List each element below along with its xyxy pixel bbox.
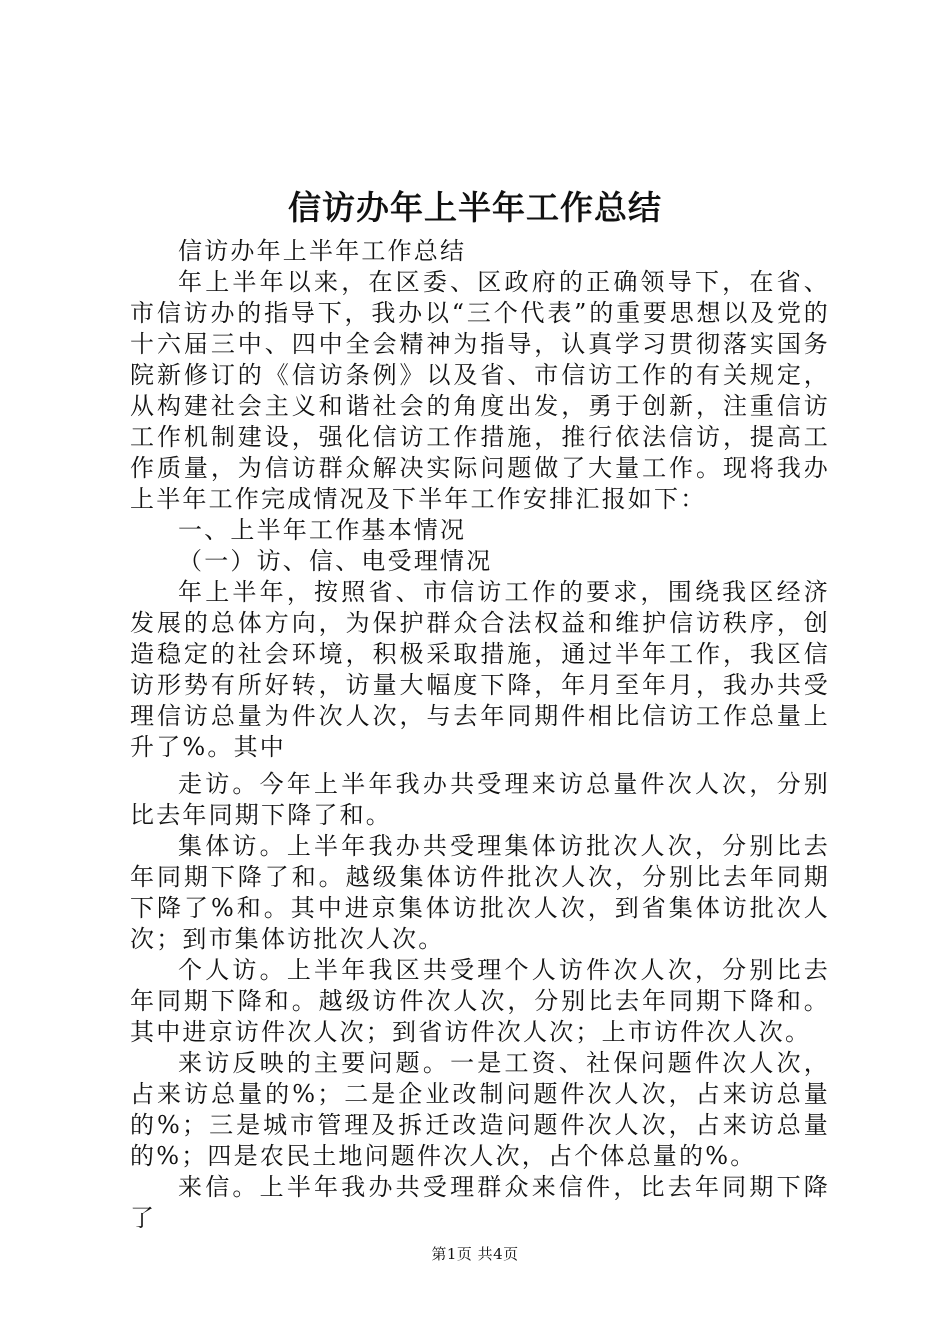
paragraph-letters: 来信。上半年我办共受理群众来信件，比去年同期下降了 [130,1173,830,1232]
paragraph-overview: 年上半年，按照省、市信访工作的要求，围绕我区经济发展的总体方向，为保护群众合法权益和维护信访秩序，创造稳定的社会环境，积极采取措施，通过半年工作，我区信访形势有所好转，访量大幅度下降，年月至年月，我办共受理信访总量为件次人次，与去年同期件相比信访工作总量上升了%。其中 [130,578,830,761]
paragraph-intro: 年上半年以来，在区委、区政府的正确领导下，在省、市信访办的指导下，我办以“三个代表”的重要思想以及党的十六届三中、四中全会精神为指导，认真学习贯彻落实国务院新修订的《信访条例》以及省、市信访工作的有关规定，从构建社会主义和谐社会的角度出发，勇于创新，注重信访工作机制建设，强化信访工作措施，推行依法信访，提高工作质量，为信访群众解决实际问题做了大量工作。现将我办上半年工作完成情况及下半年工作安排汇报如下： [130,268,830,513]
paragraph-main-issues: 来访反映的主要问题。一是工资、社保问题件次人次，占来访总量的%；二是企业改制问题件次人次，占来访总量的%；三是城市管理及拆迁改造问题件次人次，占来访总量的%；四是农民土地问题件次人次，占个体总量的%。 [130,1049,830,1170]
page-footer: 第1页 共4页 [431,1245,519,1263]
paragraph-individual-visits: 个人访。上半年我区共受理个人访件次人次，分别比去年同期下降和。越级访件次人次，分别比去年同期下降和。其中进京访件次人次；到省访件次人次；上市访件次人次。 [130,956,830,1046]
paragraph-heading: 信访办年上半年工作总结 [178,237,467,265]
paragraph-group-visits: 集体访。上半年我办共受理集体访批次人次，分别比去年同期下降了和。越级集体访件批次人次，分别比去年同期下降了%和。其中进京集体访批次人次，到省集体访批次人次；到市集体访批次人次。 [130,832,830,953]
section-heading: 一、上半年工作基本情况 [178,516,467,544]
document-body [130,236,830,1234]
paragraph-visits: 走访。今年上半年我办共受理来访总量件次人次，分别比去年同期下降了和。 [130,770,830,829]
subsection-heading: （一）访、信、电受理情况 [178,547,493,575]
document-title: 信访办年上半年工作总结 [288,188,662,227]
